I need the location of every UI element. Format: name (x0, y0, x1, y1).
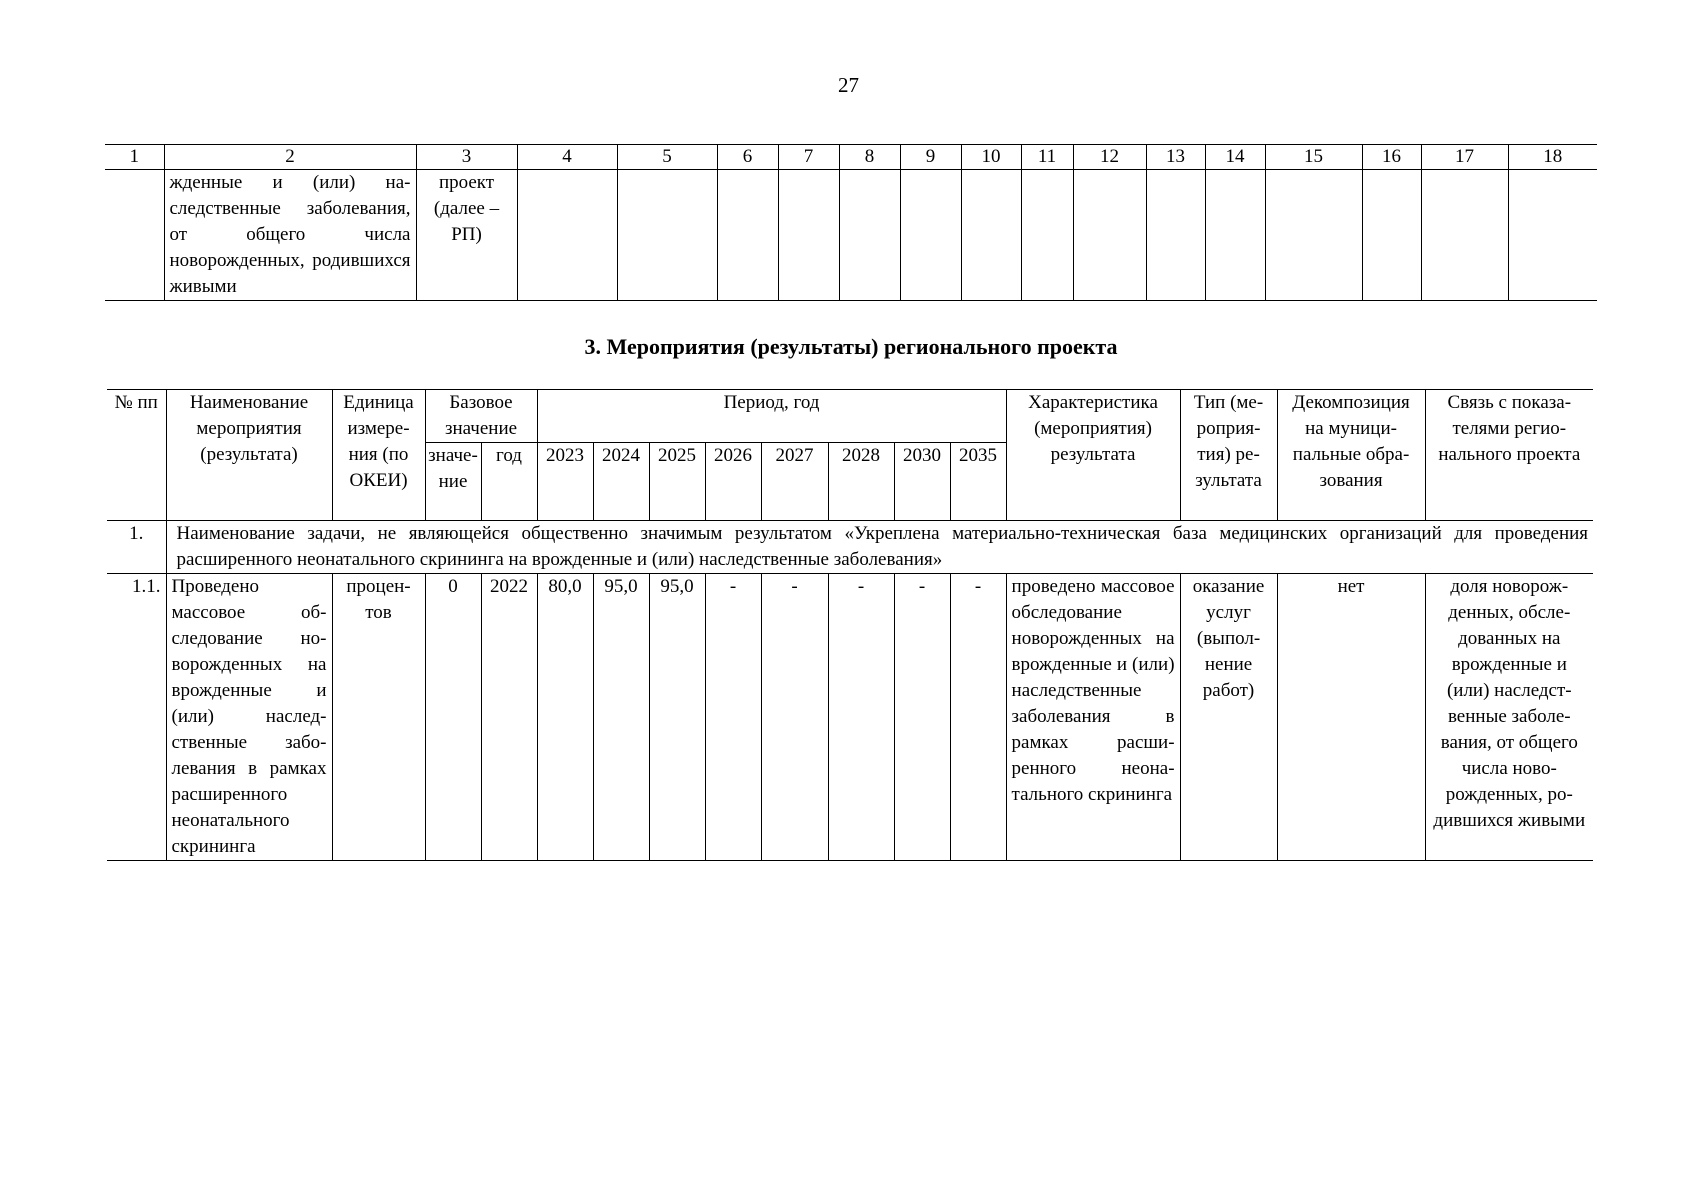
empty-cell (1021, 170, 1073, 301)
header-year: 2025 (649, 443, 705, 521)
column-number: 5 (617, 145, 717, 170)
header-measure-name: Наименование мероприятия (результата) (166, 390, 332, 521)
column-number: 16 (1362, 145, 1421, 170)
header-link: Связь с показателями регионального проекта (1425, 390, 1593, 521)
section-title: 3. Мероприятия (результаты) регионального проекта (584, 334, 1118, 359)
column-number: 11 (1021, 145, 1073, 170)
column-number: 14 (1205, 145, 1265, 170)
column-number: 1 (105, 145, 164, 170)
column-number: 9 (900, 145, 961, 170)
measure-year-value: 80,0 (537, 574, 593, 861)
measure-year-value: - (828, 574, 894, 861)
header-number: № пп (107, 390, 166, 521)
measure-row (107, 574, 1593, 861)
measure-characteristic: проведено массовое обследование новорожденных на врожденные и (или) наследственные заболевания в рамках расширенного неонатального скрининга (1006, 574, 1180, 861)
header-type: Тип (мероприятия) результата (1180, 390, 1277, 521)
column-number: 8 (839, 145, 900, 170)
empty-cell (778, 170, 839, 301)
empty-cell (717, 170, 778, 301)
header-row-1 (107, 390, 1593, 443)
task-number: 1. (107, 521, 166, 574)
header-year: 2030 (894, 443, 950, 521)
measure-unit: процентов (332, 574, 425, 861)
empty-cell (1265, 170, 1362, 301)
header-base-value-year: год (481, 443, 537, 521)
header-characteristic: Характеристика (мероприятия) результата (1006, 390, 1180, 521)
empty-cell (1508, 170, 1597, 301)
measure-number: 1.1. (107, 574, 166, 861)
measures-table (107, 389, 1593, 861)
column-number: 6 (717, 145, 778, 170)
column-number: 18 (1508, 145, 1597, 170)
empty-cell (105, 170, 164, 301)
measure-year-value: - (705, 574, 761, 861)
header-year: 2028 (828, 443, 894, 521)
measure-name: Проведено массовое обследование новорожденных на врожденные и (или) наследственные заболевания в рамках расширенного неонатального скрининга (166, 574, 332, 861)
measure-year-value: - (761, 574, 828, 861)
empty-cell (1205, 170, 1265, 301)
column-number-row (105, 145, 1597, 170)
header-period: Период, год (537, 390, 1006, 443)
measure-decomposition: нет (1277, 574, 1425, 861)
page-number: 27 (838, 73, 859, 97)
empty-cell (839, 170, 900, 301)
header-year: 2024 (593, 443, 649, 521)
empty-cell (517, 170, 617, 301)
indicator-continuation-row (105, 170, 1597, 301)
column-number: 7 (778, 145, 839, 170)
column-number: 13 (1146, 145, 1205, 170)
measure-base-value: 0 (425, 574, 481, 861)
header-decomposition: Декомпозиция на муниципальные образования (1277, 390, 1425, 521)
indicator-name-continuation: жденные и (или) наследственные заболевания, от общего числа новорожденных, родившихся живыми (164, 170, 416, 301)
empty-cell (1421, 170, 1508, 301)
column-number: 17 (1421, 145, 1508, 170)
empty-cell (961, 170, 1021, 301)
measure-year-value: - (894, 574, 950, 861)
measure-link: доля новорожденных, обследованных на врожденные и (или) наследственные заболевания, от общего числа новорожденных, родившихся живыми (1425, 574, 1593, 861)
measure-type: оказание услуг (выполнение работ) (1180, 574, 1277, 861)
column-number: 12 (1073, 145, 1146, 170)
measure-year-value: 95,0 (593, 574, 649, 861)
header-base-value: Базовое значение (425, 390, 537, 443)
empty-cell (1073, 170, 1146, 301)
measure-base-year: 2022 (481, 574, 537, 861)
measure-year-value: - (950, 574, 1006, 861)
empty-cell (1146, 170, 1205, 301)
empty-cell (1362, 170, 1421, 301)
column-number: 2 (164, 145, 416, 170)
header-base-value-value: значение (425, 443, 481, 521)
column-number: 10 (961, 145, 1021, 170)
indicator-level-continuation: проект (далее – РП) (416, 170, 517, 301)
column-number: 3 (416, 145, 517, 170)
task-row (107, 521, 1593, 574)
header-year: 2026 (705, 443, 761, 521)
indicators-table-continuation (105, 144, 1597, 301)
header-year: 2023 (537, 443, 593, 521)
header-year: 2027 (761, 443, 828, 521)
task-name: Наименование задачи, не являющейся общественно значимым результатом «Укреплена материально-техническая база медицинских организаций для проведения расширенного неонатального скрининга на врожденные и (или) наследственные заболевания» (166, 521, 1593, 574)
empty-cell (617, 170, 717, 301)
column-number: 4 (517, 145, 617, 170)
measure-year-value: 95,0 (649, 574, 705, 861)
column-number: 15 (1265, 145, 1362, 170)
header-unit: Единица измерения (по ОКЕИ) (332, 390, 425, 521)
empty-cell (900, 170, 961, 301)
header-year: 2035 (950, 443, 1006, 521)
